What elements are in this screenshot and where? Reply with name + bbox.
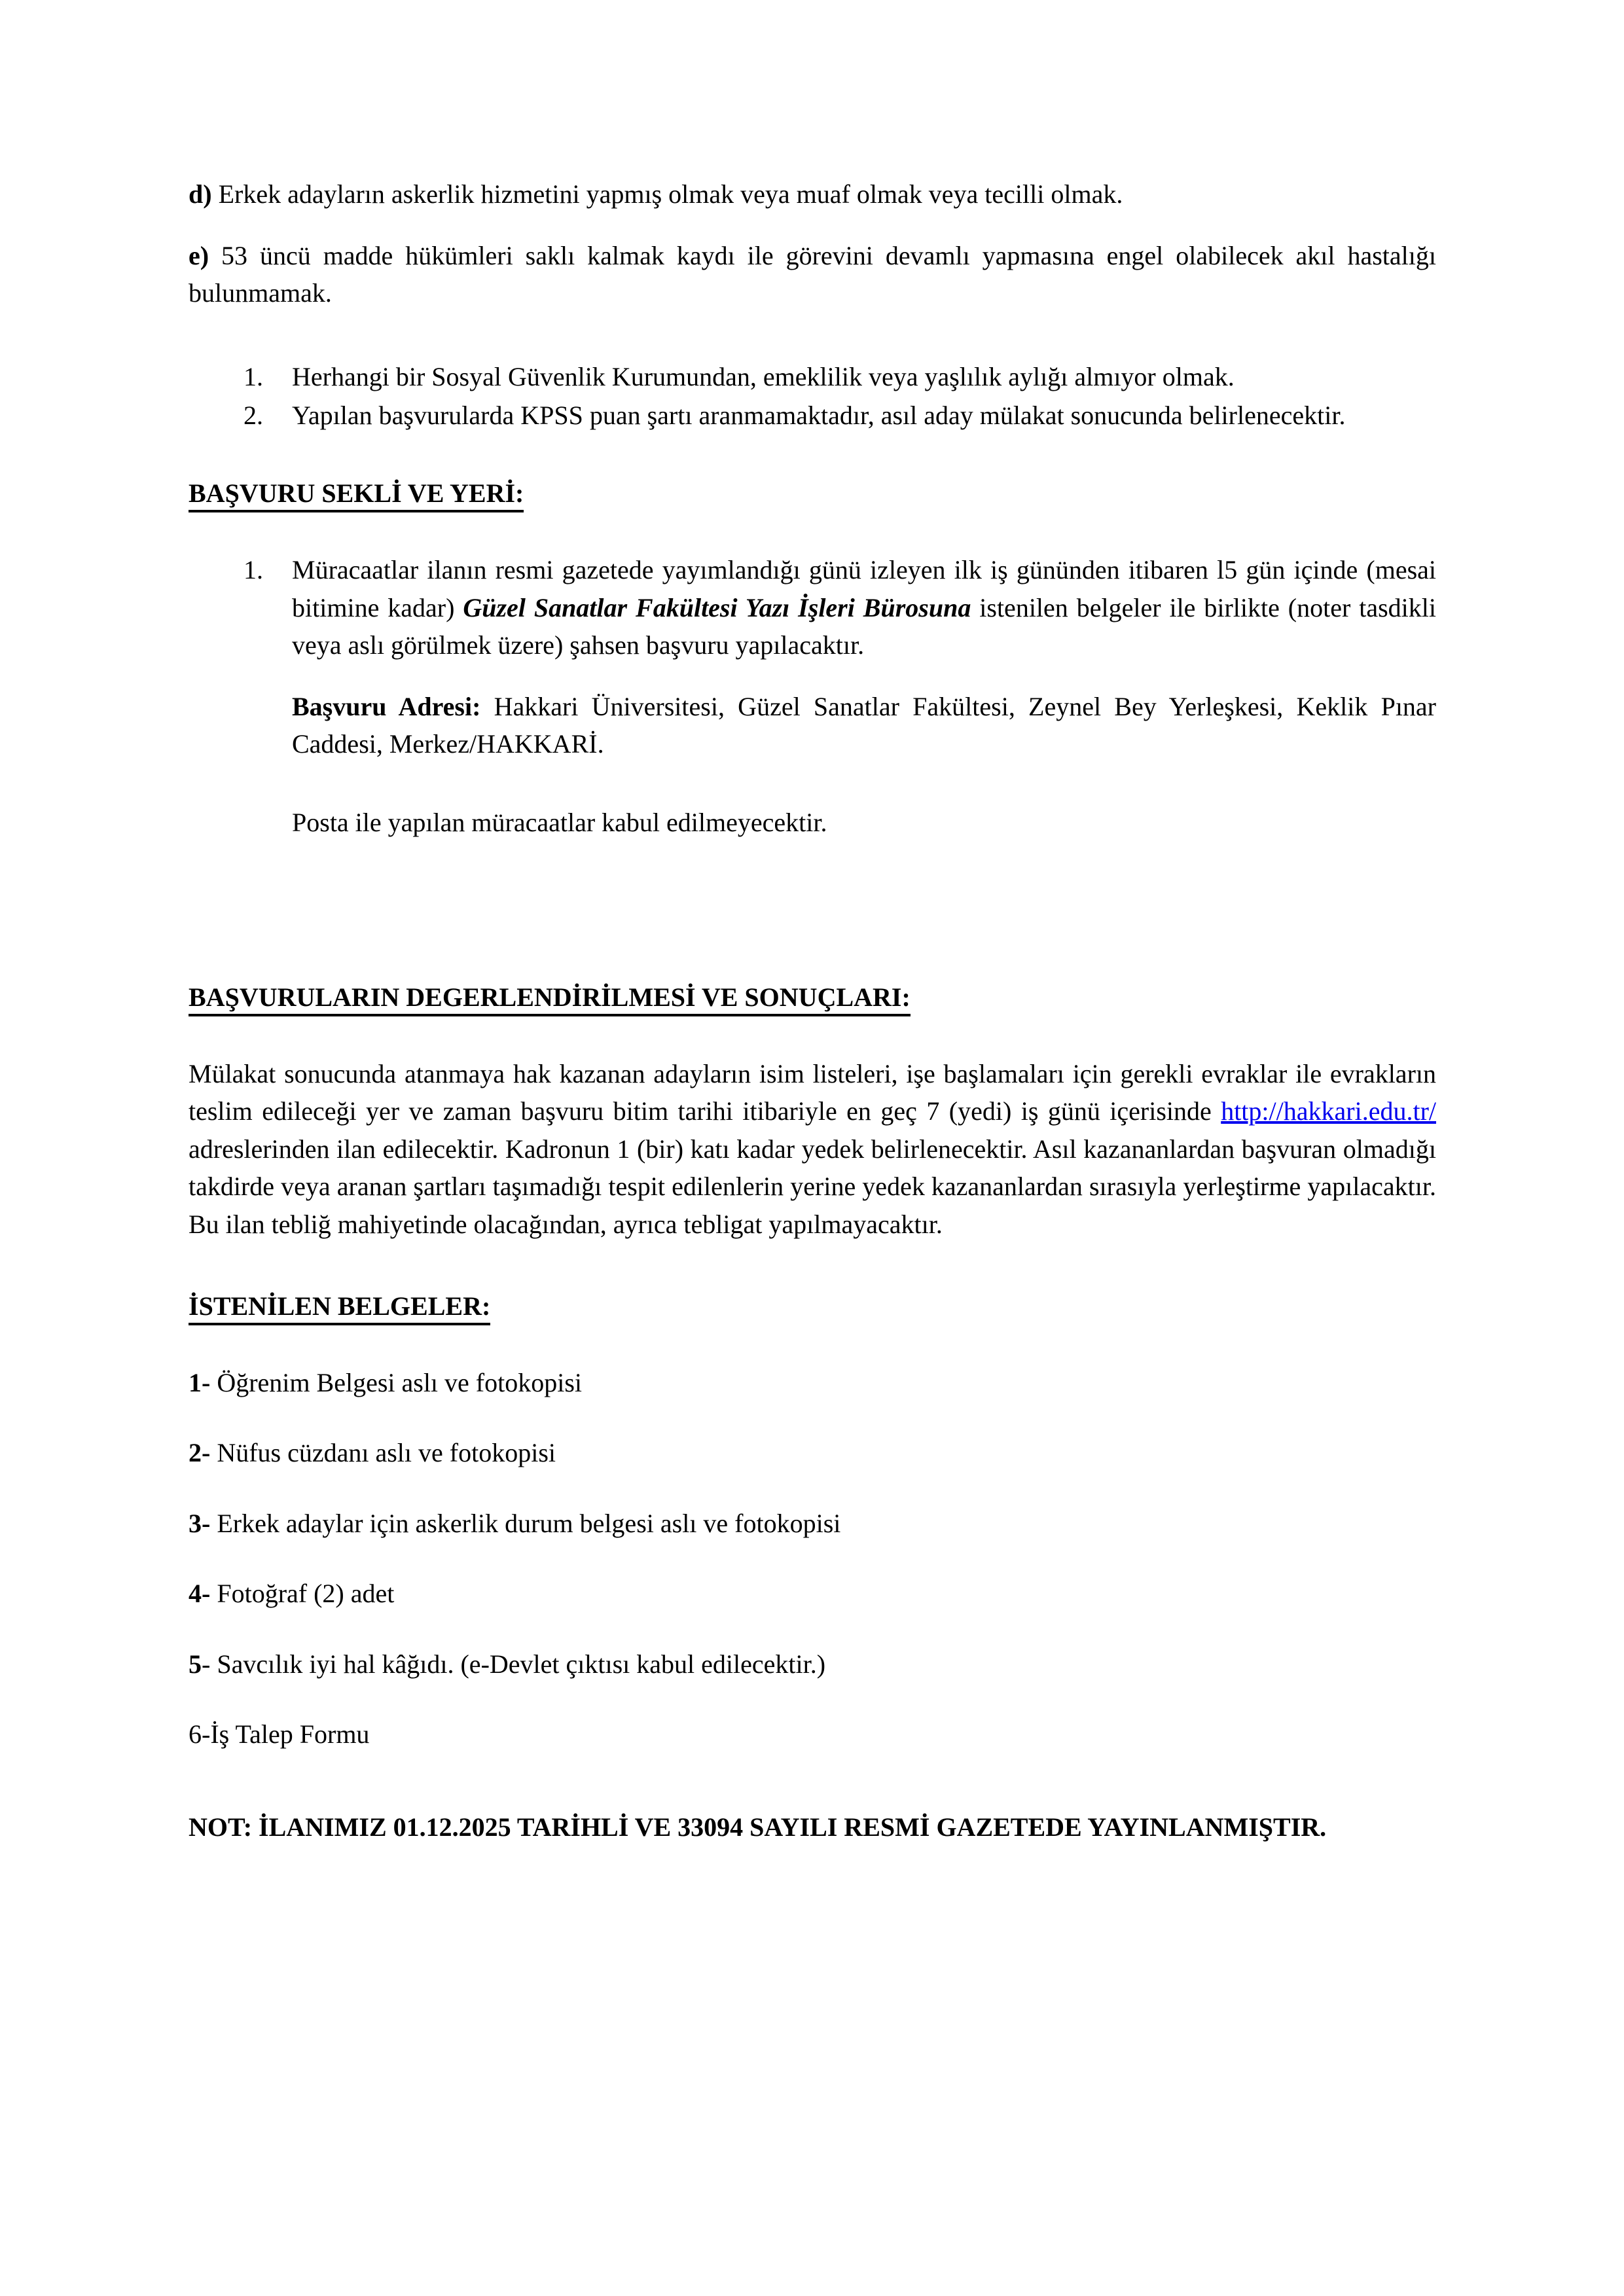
application-item-part2: istenilen belgeler ile birlikte (noter tasdikli veya aslı görülmek üzere) şahsen başvuru yapılacaktır.	[292, 592, 1437, 660]
application-item-part1: Müracaatlar ilanın resmi gazetede yayımlandığı günü izleyen ilk iş gününden itibaren l5 gün içinde (mesai bitimine kadar)	[292, 554, 1436, 622]
document-item	[189, 1505, 1436, 1543]
list-item	[189, 397, 1436, 435]
spacer	[189, 1786, 1436, 1808]
document-item	[189, 1575, 1436, 1613]
list-item	[189, 358, 1436, 396]
document-item-number: 6-İş Talep Formu	[189, 1719, 370, 1749]
postal-note: Posta ile yapılan müracaatlar kabul edilmeyecektir.	[292, 807, 827, 837]
spacer	[189, 666, 1436, 688]
document-item	[189, 1715, 1436, 1753]
application-office-emphasis: Güzel Sanatlar Fakültesi Yazı İşleri Bürosuna	[463, 592, 971, 622]
list-marker: 1.	[244, 361, 263, 391]
spacer	[189, 940, 1436, 980]
document-item-text: - Savcılık iyi hal kâğıdı. (e-Devlet çıktısı kabul edilecektir.)	[202, 1649, 826, 1679]
application-list	[189, 551, 1436, 664]
document-item	[189, 1364, 1436, 1402]
hakkari-website-link[interactable]: http://hakkari.edu.tr/	[1221, 1096, 1436, 1126]
list-item-text: Herhangi bir Sosyal Güvenlik Kurumundan, emeklilik veya yaşlılık aylığı almıyor olmak.	[292, 361, 1235, 391]
spacer	[189, 336, 1436, 358]
clause-d-label: d)	[189, 179, 212, 209]
document-item-number: 1-	[189, 1367, 211, 1397]
document-item	[189, 1434, 1436, 1472]
spacer	[189, 763, 1436, 804]
document-item-text: Fotoğraf (2) adet	[210, 1579, 395, 1609]
list-marker: 2.	[244, 401, 263, 431]
document-item-text: Nüfus cüzdanı aslı ve fotokopisi	[210, 1438, 556, 1468]
list-item-text: Yapılan başvurularda KPSS puan şartı aranmamaktadır, asıl aday mülakat sonucunda belirlenecektir.	[292, 401, 1346, 431]
spacer	[189, 1323, 1436, 1364]
section-heading-evaluation	[189, 980, 1436, 1014]
section-heading-application-text: BAŞVURU SEKLİ VE YERİ:	[189, 478, 524, 512]
section-heading-documents-text: İSTENİLEN BELGELER:	[189, 1291, 490, 1325]
clause-d	[189, 175, 1436, 213]
spacer	[189, 511, 1436, 551]
document-body	[189, 175, 1436, 1846]
spacer	[189, 436, 1436, 476]
document-item-text: Erkek adaylar için askerlik durum belgesi aslı ve fotokopisi	[210, 1508, 841, 1538]
list-marker: 1.	[244, 554, 263, 584]
clause-e	[189, 237, 1436, 312]
spacer	[189, 1267, 1436, 1289]
document-item-number: 4-	[189, 1579, 211, 1609]
document-item	[189, 1645, 1436, 1683]
document-item-number: 3-	[189, 1508, 211, 1538]
evaluation-part1: Mülakat sonucunda atanmaya hak kazanan adayların isim listeleri, işe başlamaları için gerekli evraklar ile evrakların teslim edileceği yer ve zaman başvuru bitim tarihi itibariyle en geç 7 (yedi) iş günü içerisinde	[189, 1058, 1436, 1126]
section-heading-documents	[189, 1289, 1436, 1323]
spacer	[189, 1014, 1436, 1055]
note-paragraph: NOT: İLANIMIZ 01.12.2025 TARİHLİ VE 33094 SAYILI RESMİ GAZETEDE YAYINLANMIŞTIR.	[189, 1812, 1327, 1842]
section-heading-evaluation-text: BAŞVURULARIN DEGERLENDİRİLMESİ VE SONUÇLARI:	[189, 982, 911, 1016]
document-item-number: 2-	[189, 1438, 211, 1468]
evaluation-paragraph	[189, 1055, 1436, 1244]
list-item	[189, 551, 1436, 664]
evaluation-part2: adreslerinden ilan edilecektir. Kadronun 1 (bir) katı kadar yedek belirlenecektir. Asıl kazananlardan başvuran olmadığı takdirde veya aranan şartları taşımadığı tespit edilenlerin yerine yedek kazananlardan sırasıyla yerleştirme yapılacaktır. Bu ilan tebliğ mahiyetinde olacağından, ayrıca tebligat yapılmayacaktır.	[189, 1134, 1436, 1239]
clause-e-label: e)	[189, 240, 209, 270]
document-item-number: 5	[189, 1649, 202, 1679]
clause-d-text: Erkek adayların askerlik hizmetini yapmış olmak veya muaf olmak veya tecilli olmak.	[211, 179, 1123, 209]
application-address	[292, 688, 1436, 763]
address-label: Başvuru Adresi:	[292, 691, 481, 721]
spacer	[189, 842, 1436, 940]
section-heading-application	[189, 476, 1436, 511]
document-item-text: Öğrenim Belgesi aslı ve fotokopisi	[210, 1367, 583, 1397]
conditions-list	[189, 358, 1436, 435]
clause-e-text: 53 üncü madde hükümleri saklı kalmak kaydı ile görevini devamlı yapmasına engel olabilecek akıl hastalığı bulunmamak.	[189, 240, 1436, 308]
address-text: Hakkari Üniversitesi, Güzel Sanatlar Fakültesi, Zeynel Bey Yerleşkesi, Keklik Pınar Caddesi, Merkez/HAKKARİ.	[292, 691, 1437, 759]
